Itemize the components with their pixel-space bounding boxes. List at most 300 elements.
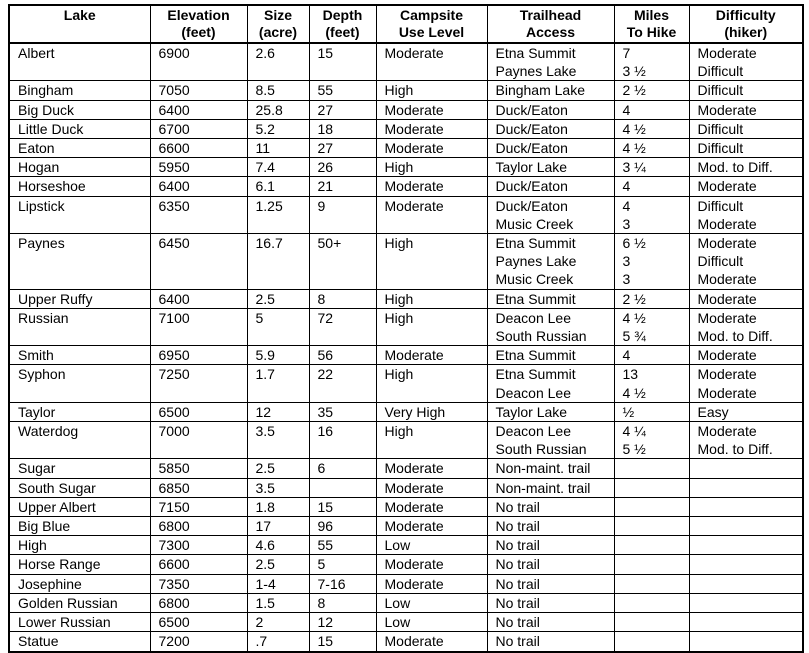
cell-text: High <box>18 537 47 554</box>
table-row <box>9 478 803 497</box>
cell-text: Music Creek <box>495 271 574 288</box>
cell-text: Moderate <box>384 575 444 592</box>
table-row <box>9 632 803 652</box>
cell-trailhead-access <box>487 459 614 478</box>
cell-campsite-use <box>376 177 487 196</box>
header-text: To Hike <box>626 24 677 40</box>
cell-elevation <box>150 402 247 421</box>
header-text: Elevation <box>167 7 230 23</box>
cell-text: 6800 <box>158 594 190 611</box>
cell-text: Sugar <box>18 460 56 477</box>
cell-text: Moderate <box>697 347 757 364</box>
cell-trailhead-access <box>487 422 614 459</box>
cell-text: 72 <box>317 309 334 326</box>
cell-difficulty <box>689 517 803 536</box>
cell-trailhead-access <box>487 555 614 574</box>
cell-campsite-use <box>376 593 487 612</box>
table-row <box>9 402 803 421</box>
cell-size <box>247 289 309 308</box>
cell-elevation <box>150 139 247 158</box>
cell-campsite-use <box>376 402 487 421</box>
header-text: Size <box>263 7 292 23</box>
cell-text: Difficult <box>697 82 744 99</box>
table-row <box>9 196 803 233</box>
cell-campsite-use <box>376 234 487 290</box>
cell-text: 2 <box>255 614 264 631</box>
cell-campsite-use <box>376 119 487 138</box>
cell-text: Duck/Eaton <box>495 197 568 214</box>
cell-text: Deacon Lee <box>495 384 572 401</box>
cell-lake <box>9 632 150 652</box>
cell-text: Etna Summit <box>495 45 576 61</box>
cell-text: High <box>384 423 414 440</box>
cell-text: Horse Range <box>18 556 101 573</box>
cell-text: 50+ <box>317 235 342 252</box>
cell-text: 3 <box>622 271 631 288</box>
cell-miles <box>614 422 689 459</box>
cell-depth <box>309 177 376 196</box>
cell-text: 7 <box>622 45 631 61</box>
cell-elevation <box>150 613 247 632</box>
cell-text: 6.1 <box>255 178 275 195</box>
cell-elevation <box>150 177 247 196</box>
cell-text: Golden Russian <box>18 594 118 611</box>
cell-lake <box>9 308 150 345</box>
cell-text: High <box>384 159 414 176</box>
cell-depth <box>309 497 376 516</box>
cell-miles <box>614 632 689 652</box>
cell-text: Moderate <box>697 309 757 326</box>
cell-lake <box>9 365 150 402</box>
cell-size <box>247 158 309 177</box>
cell-difficulty <box>689 177 803 196</box>
cell-text: Moderate <box>384 518 444 535</box>
table-row <box>9 536 803 555</box>
cell-text: 5950 <box>158 159 190 176</box>
cell-text: Etna Summit <box>495 235 576 252</box>
cell-elevation <box>150 517 247 536</box>
cell-trailhead-access <box>487 139 614 158</box>
cell-text: Moderate <box>384 178 444 195</box>
cell-lake <box>9 289 150 308</box>
cell-text: Paynes <box>18 235 65 252</box>
cell-text: 25.8 <box>255 101 283 118</box>
cell-size <box>247 234 309 290</box>
cell-difficulty <box>689 158 803 177</box>
cell-difficulty <box>689 308 803 345</box>
cell-text: 1.7 <box>255 366 275 383</box>
column-header-miles <box>614 5 689 43</box>
header-text: Depth <box>322 7 363 23</box>
cell-miles <box>614 100 689 119</box>
cell-text: 15 <box>317 498 334 515</box>
cell-lake <box>9 177 150 196</box>
cell-text: Moderate <box>697 178 757 195</box>
column-header-campsite-use <box>376 5 487 43</box>
cell-text: Taylor <box>18 403 56 420</box>
cell-text: Difficult <box>697 140 744 157</box>
cell-miles <box>614 593 689 612</box>
cell-text: 5.2 <box>255 120 275 137</box>
cell-miles <box>614 613 689 632</box>
cell-text: Paynes Lake <box>495 253 577 270</box>
cell-lake <box>9 517 150 536</box>
column-header-elevation <box>150 5 247 43</box>
cell-text: 8 <box>317 290 326 307</box>
cell-text: 16.7 <box>255 235 283 252</box>
cell-difficulty <box>689 365 803 402</box>
column-header-depth <box>309 5 376 43</box>
cell-text: Paynes Lake <box>495 63 577 80</box>
cell-depth <box>309 402 376 421</box>
cell-lake <box>9 536 150 555</box>
cell-depth <box>309 555 376 574</box>
cell-campsite-use <box>376 497 487 516</box>
cell-text: 2 ½ <box>622 290 646 307</box>
cell-depth <box>309 289 376 308</box>
cell-text: Bingham <box>18 82 74 99</box>
cell-text: 8 <box>317 594 326 611</box>
cell-text: 21 <box>317 178 334 195</box>
cell-text: 16 <box>317 423 334 440</box>
cell-text: 7150 <box>158 498 190 515</box>
cell-trailhead-access <box>487 536 614 555</box>
cell-text: Taylor Lake <box>495 159 568 176</box>
header-text: Miles <box>633 7 669 23</box>
cell-miles <box>614 402 689 421</box>
cell-text: Lower Russian <box>18 614 111 631</box>
cell-text: Josephine <box>18 575 82 592</box>
cell-text: 9 <box>317 197 326 214</box>
cell-text: Moderate <box>697 366 757 383</box>
cell-trailhead-access <box>487 158 614 177</box>
cell-elevation <box>150 289 247 308</box>
cell-text: Difficult <box>697 253 744 270</box>
cell-text: 6350 <box>158 197 190 214</box>
cell-campsite-use <box>376 365 487 402</box>
cell-text: No trail <box>495 518 540 535</box>
header-text: Campsite <box>399 7 464 23</box>
cell-text: 3 ½ <box>622 63 646 80</box>
cell-lake <box>9 81 150 100</box>
cell-lake <box>9 196 150 233</box>
cell-text: 2.5 <box>255 290 275 307</box>
cell-campsite-use <box>376 613 487 632</box>
table-row <box>9 308 803 345</box>
cell-depth <box>309 139 376 158</box>
cell-lake <box>9 119 150 138</box>
cell-text: Duck/Eaton <box>495 120 568 137</box>
cell-elevation <box>150 478 247 497</box>
cell-text: No trail <box>495 594 540 611</box>
cell-text: 4 <box>622 197 631 214</box>
cell-campsite-use <box>376 100 487 119</box>
cell-lake <box>9 555 150 574</box>
cell-elevation <box>150 158 247 177</box>
cell-text: 3 ¼ <box>622 159 646 176</box>
cell-text: 22 <box>317 366 334 383</box>
header-text: Difficulty <box>715 7 776 23</box>
cell-text: 6400 <box>158 101 190 118</box>
cell-size <box>247 574 309 593</box>
cell-trailhead-access <box>487 497 614 516</box>
cell-campsite-use <box>376 308 487 345</box>
table-row <box>9 555 803 574</box>
cell-text: 4 ½ <box>622 140 646 157</box>
cell-text: No trail <box>495 575 540 592</box>
cell-size <box>247 365 309 402</box>
cell-text: Etna Summit <box>495 290 576 307</box>
cell-difficulty <box>689 536 803 555</box>
cell-difficulty <box>689 574 803 593</box>
cell-size <box>247 478 309 497</box>
cell-text: 17 <box>255 518 272 535</box>
cell-miles <box>614 177 689 196</box>
column-header-difficulty <box>689 5 803 43</box>
cell-text: Upper Ruffy <box>18 290 93 307</box>
cell-miles <box>614 478 689 497</box>
cell-size <box>247 632 309 652</box>
cell-miles <box>614 365 689 402</box>
cell-text: ½ <box>622 403 635 420</box>
cell-lake <box>9 459 150 478</box>
cell-miles <box>614 43 689 81</box>
cell-size <box>247 196 309 233</box>
cell-miles <box>614 289 689 308</box>
cell-trailhead-access <box>487 478 614 497</box>
table-row <box>9 81 803 100</box>
cell-text: Duck/Eaton <box>495 178 568 195</box>
cell-text: 7200 <box>158 633 190 650</box>
cell-text: Deacon Lee <box>495 309 572 326</box>
cell-text: 6500 <box>158 403 190 420</box>
cell-text: 6800 <box>158 518 190 535</box>
cell-trailhead-access <box>487 289 614 308</box>
cell-difficulty <box>689 43 803 81</box>
cell-text: Moderate <box>384 101 444 118</box>
cell-size <box>247 536 309 555</box>
cell-depth <box>309 478 376 497</box>
cell-text: Very High <box>384 403 446 420</box>
cell-elevation <box>150 119 247 138</box>
column-header-lake <box>9 5 150 43</box>
cell-difficulty <box>689 422 803 459</box>
cell-difficulty <box>689 497 803 516</box>
cell-text: No trail <box>495 614 540 631</box>
cell-elevation <box>150 365 247 402</box>
cell-text: 3.5 <box>255 423 275 440</box>
cell-depth <box>309 196 376 233</box>
cell-trailhead-access <box>487 308 614 345</box>
cell-difficulty <box>689 100 803 119</box>
cell-text: 13 <box>622 366 639 383</box>
cell-text: Easy <box>697 403 729 420</box>
cell-trailhead-access <box>487 517 614 536</box>
cell-text: Music Creek <box>495 215 574 232</box>
header-text: Lake <box>63 7 96 23</box>
cell-campsite-use <box>376 536 487 555</box>
cell-text: Moderate <box>697 101 757 118</box>
cell-text: 4 ½ <box>622 120 646 137</box>
cell-campsite-use <box>376 555 487 574</box>
cell-difficulty <box>689 632 803 652</box>
cell-lake <box>9 574 150 593</box>
cell-difficulty <box>689 459 803 478</box>
cell-size <box>247 593 309 612</box>
cell-text: High <box>384 290 414 307</box>
cell-lake <box>9 158 150 177</box>
cell-text: 12 <box>255 403 272 420</box>
header-text: (feet) <box>181 24 216 40</box>
cell-size <box>247 308 309 345</box>
cell-text: 96 <box>317 518 334 535</box>
cell-text: South Russian <box>495 441 587 458</box>
cell-difficulty <box>689 402 803 421</box>
cell-text: Moderate <box>697 235 757 252</box>
header-text: (acre) <box>258 24 298 40</box>
cell-lake <box>9 478 150 497</box>
cell-size <box>247 459 309 478</box>
cell-miles <box>614 536 689 555</box>
cell-campsite-use <box>376 632 487 652</box>
cell-text: 4 <box>622 178 631 195</box>
table-row <box>9 234 803 290</box>
cell-text: 7000 <box>158 423 190 440</box>
cell-text: 7-16 <box>317 575 346 592</box>
cell-text: 2 ½ <box>622 82 646 99</box>
table-row <box>9 119 803 138</box>
cell-text: 2.6 <box>255 45 275 61</box>
cell-difficulty <box>689 555 803 574</box>
cell-trailhead-access <box>487 119 614 138</box>
cell-miles <box>614 574 689 593</box>
cell-text: 6400 <box>158 290 190 307</box>
cell-text: 6500 <box>158 614 190 631</box>
cell-text: 35 <box>317 403 334 420</box>
table-row <box>9 289 803 308</box>
table-row <box>9 365 803 402</box>
header-text: Trailhead <box>519 7 582 23</box>
cell-lake <box>9 234 150 290</box>
column-header-size <box>247 5 309 43</box>
cell-text: Low <box>384 614 411 631</box>
cell-difficulty <box>689 289 803 308</box>
cell-text: Eaton <box>18 140 55 157</box>
cell-text: Waterdog <box>18 423 79 440</box>
cell-text: No trail <box>495 556 540 573</box>
cell-size <box>247 43 309 81</box>
cell-elevation <box>150 308 247 345</box>
cell-text: 4 ½ <box>622 384 646 401</box>
cell-elevation <box>150 234 247 290</box>
cell-size <box>247 177 309 196</box>
cell-text: Big Duck <box>18 101 75 118</box>
cell-text: South Russian <box>495 328 587 345</box>
cell-size <box>247 139 309 158</box>
table-row <box>9 574 803 593</box>
table-row <box>9 613 803 632</box>
cell-depth <box>309 119 376 138</box>
cell-text: Moderate <box>697 215 757 232</box>
cell-text: High <box>384 366 414 383</box>
cell-text: 5.9 <box>255 347 275 364</box>
cell-elevation <box>150 497 247 516</box>
cell-difficulty <box>689 346 803 365</box>
table-row <box>9 139 803 158</box>
cell-text: Deacon Lee <box>495 423 572 440</box>
cell-text: Moderate <box>384 45 444 61</box>
cell-text: 1.25 <box>255 197 283 214</box>
cell-difficulty <box>689 81 803 100</box>
cell-miles <box>614 346 689 365</box>
cell-trailhead-access <box>487 574 614 593</box>
cell-trailhead-access <box>487 196 614 233</box>
cell-trailhead-access <box>487 402 614 421</box>
cell-difficulty <box>689 593 803 612</box>
cell-text: 1.8 <box>255 498 275 515</box>
cell-text: Moderate <box>384 347 444 364</box>
cell-text: 5 <box>317 556 326 573</box>
cell-text: Albert <box>18 45 55 61</box>
cell-text: Difficult <box>697 120 744 137</box>
cell-text: No trail <box>495 498 540 515</box>
cell-text: 7050 <box>158 82 190 99</box>
cell-text: 7.4 <box>255 159 275 176</box>
table-row <box>9 346 803 365</box>
cell-text: 4 <box>622 101 631 118</box>
header-text: (hiker) <box>724 24 768 40</box>
cell-text: 6 <box>317 460 326 477</box>
cell-depth <box>309 459 376 478</box>
cell-size <box>247 81 309 100</box>
cell-lake <box>9 100 150 119</box>
cell-size <box>247 346 309 365</box>
cell-text: Mod. to Diff. <box>697 159 773 176</box>
cell-text: Moderate <box>384 120 444 137</box>
cell-text: Difficult <box>697 197 744 214</box>
cell-miles <box>614 158 689 177</box>
cell-depth <box>309 346 376 365</box>
cell-trailhead-access <box>487 100 614 119</box>
cell-size <box>247 613 309 632</box>
cell-text: Moderate <box>384 479 444 496</box>
cell-miles <box>614 139 689 158</box>
cell-text: Duck/Eaton <box>495 140 568 157</box>
cell-text: Horseshoe <box>18 178 86 195</box>
cell-text: 5 ¾ <box>622 328 646 345</box>
cell-depth <box>309 574 376 593</box>
cell-campsite-use <box>376 139 487 158</box>
table-row <box>9 517 803 536</box>
cell-campsite-use <box>376 517 487 536</box>
table-row <box>9 43 803 81</box>
cell-text: 2.5 <box>255 460 275 477</box>
cell-text: No trail <box>495 633 540 650</box>
cell-elevation <box>150 81 247 100</box>
cell-text: Duck/Eaton <box>495 101 568 118</box>
cell-trailhead-access <box>487 365 614 402</box>
table-row <box>9 158 803 177</box>
column-header-trailhead-access <box>487 5 614 43</box>
cell-text: .7 <box>255 633 268 650</box>
cell-depth <box>309 43 376 81</box>
cell-text: 6600 <box>158 140 190 157</box>
cell-text: Non-maint. trail <box>495 460 591 477</box>
cell-difficulty <box>689 613 803 632</box>
cell-text: 1.5 <box>255 594 275 611</box>
cell-text: No trail <box>495 537 540 554</box>
cell-text: 2.5 <box>255 556 275 573</box>
